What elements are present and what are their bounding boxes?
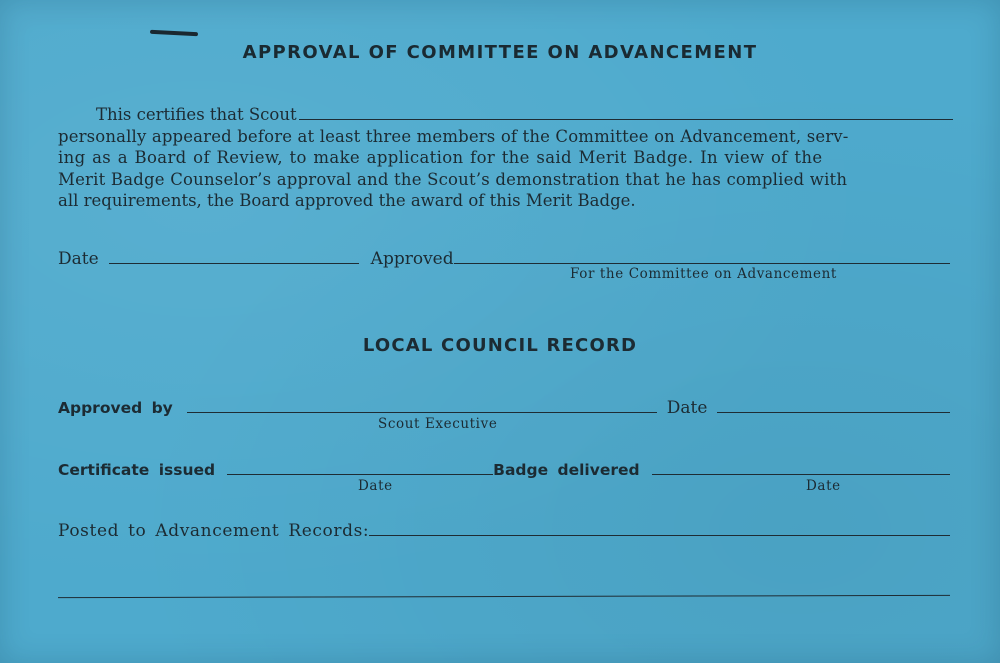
certification-paragraph bbox=[58, 104, 953, 212]
body-line-2: ing as a Board of Review, to make application for the said Merit Badge. In view of the bbox=[58, 148, 823, 167]
blank-line-bottom[interactable] bbox=[58, 595, 950, 598]
approved-signature-field[interactable] bbox=[454, 249, 950, 264]
posted-field[interactable] bbox=[369, 521, 950, 536]
scout-executive-field[interactable] bbox=[187, 398, 657, 413]
body-line-1: personally appeared before at least three members of the Committee on Advancement, serv- bbox=[58, 126, 849, 146]
scout-name-field[interactable] bbox=[299, 105, 953, 120]
approved-by-row bbox=[58, 398, 950, 418]
badge-date-caption: Date bbox=[806, 478, 841, 494]
ink-smudge bbox=[150, 30, 198, 37]
body-line-4: all requirements, the Board approved the award of this Merit Badge. bbox=[58, 191, 636, 210]
approved-caption: For the Committee on Advancement bbox=[570, 266, 837, 282]
body-line-3: Merit Badge Counselor’s approval and the Scout’s demonstration that he has complied with bbox=[58, 169, 848, 189]
approved-label: Approved bbox=[370, 249, 454, 269]
certifies-prefix: This certifies that Scout bbox=[96, 105, 297, 124]
badge-label: Badge delivered bbox=[493, 461, 640, 479]
scout-name-line bbox=[58, 104, 953, 126]
date-label: Date bbox=[58, 249, 99, 269]
badge-date-field[interactable] bbox=[652, 460, 950, 475]
date-field[interactable] bbox=[109, 249, 359, 264]
certificate-date-field[interactable] bbox=[227, 460, 493, 475]
certificate-badge-row bbox=[58, 460, 950, 479]
posted-label: Posted to Advancement Records: bbox=[58, 521, 370, 541]
posted-row bbox=[58, 521, 950, 541]
approval-title: APPROVAL OF COMMITTEE ON ADVANCEMENT bbox=[242, 42, 758, 63]
certificate-date-caption: Date bbox=[358, 478, 393, 494]
approved-by-label: Approved by bbox=[58, 399, 173, 417]
council-title: LOCAL COUNCIL RECORD bbox=[362, 335, 638, 356]
certificate-label: Certificate issued bbox=[58, 461, 216, 479]
council-date-label: Date bbox=[666, 398, 708, 418]
council-date-field[interactable] bbox=[717, 398, 950, 413]
scout-executive-caption: Scout Executive bbox=[378, 416, 498, 432]
